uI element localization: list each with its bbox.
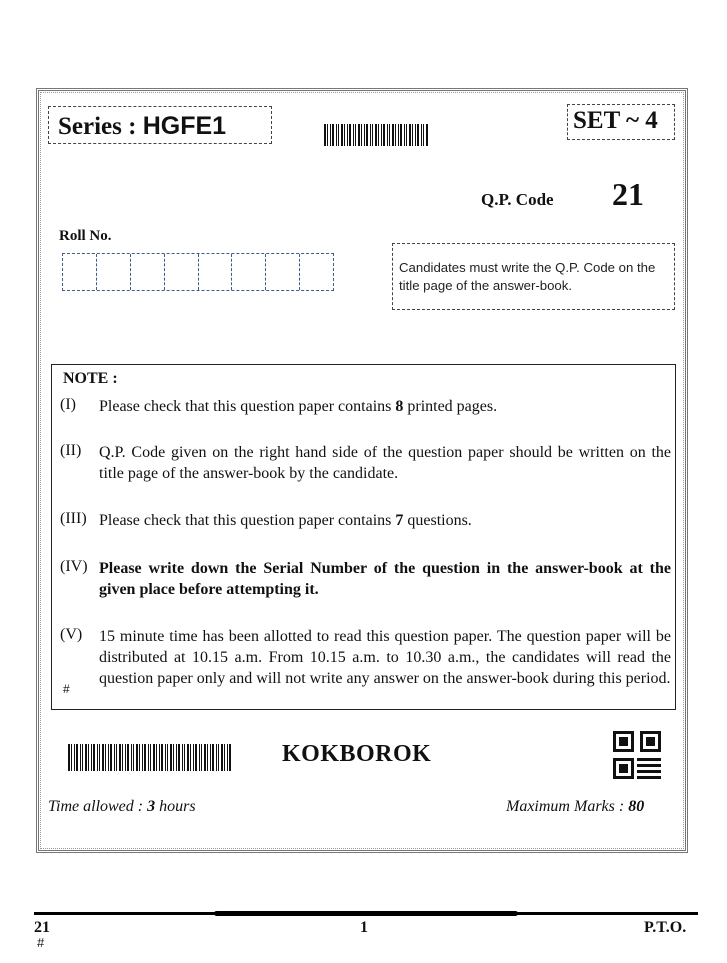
barcode-bar (409, 124, 411, 146)
footer-rule (34, 912, 698, 915)
barcode-bar (74, 744, 75, 771)
qr-module (652, 770, 655, 773)
qr-module (637, 758, 640, 761)
barcode-bar (80, 744, 81, 771)
set-label: SET ~ 4 (573, 107, 658, 134)
qr-module (646, 770, 649, 773)
note-item-number: (I) (60, 396, 76, 413)
qr-module (640, 764, 643, 767)
top-barcode (324, 124, 430, 146)
barcode-bar (381, 124, 382, 146)
qr-module (646, 758, 649, 761)
barcode-bar (324, 124, 326, 146)
barcode-bar (370, 124, 371, 146)
roll-number-cell[interactable] (63, 254, 97, 290)
barcode-bar (161, 744, 163, 771)
barcode-bar (182, 744, 183, 771)
qr-module (655, 758, 658, 761)
note-item-text (99, 510, 671, 531)
barcode-bar (364, 124, 365, 146)
barcode-bar (119, 744, 121, 771)
roll-number-cell[interactable] (131, 254, 165, 290)
barcode-bar (229, 744, 231, 771)
roll-number-cell[interactable] (199, 254, 233, 290)
barcode-bar (395, 124, 396, 146)
barcode-bar (148, 744, 149, 771)
note-text-bold: Please write down the Serial Number of the question in the answer-book at the given place before attempting it. (99, 560, 671, 598)
barcode-bar (167, 744, 168, 771)
marks-label: Maximum Marks : (506, 798, 629, 815)
barcode-bar (212, 744, 214, 771)
barcode-bar (127, 744, 129, 771)
series-label-text: Series : (58, 113, 137, 140)
roll-number-cell[interactable] (232, 254, 266, 290)
barcode-bar (184, 744, 185, 771)
barcode-bar (150, 744, 151, 771)
note-item-text (99, 442, 671, 484)
qr-module (640, 770, 643, 773)
barcode-bar (97, 744, 98, 771)
note-item-number: (III) (60, 510, 87, 527)
barcode-bar (404, 124, 405, 146)
time-allowed (48, 798, 196, 816)
barcode-bar (116, 744, 117, 771)
qr-code-icon (613, 731, 661, 779)
barcode-bar (378, 124, 379, 146)
footer-qp-code: 21 (34, 919, 50, 936)
barcode-bar (201, 744, 202, 771)
barcode-bar (421, 124, 422, 146)
roll-number-label: Roll No. (59, 228, 112, 244)
barcode-bar (204, 744, 206, 771)
barcode-bar (190, 744, 191, 771)
barcode-bar (93, 744, 95, 771)
barcode-bar (144, 744, 146, 771)
note-item-number: (V) (60, 626, 83, 643)
qr-module (637, 776, 640, 779)
candidate-instruction-box (392, 243, 675, 310)
barcode-bar (136, 744, 138, 771)
qr-module (655, 764, 658, 767)
qr-finder (619, 764, 628, 773)
barcode-bar (176, 744, 177, 771)
qr-module (640, 758, 643, 761)
barcode-bar (71, 744, 72, 771)
barcode-bar (353, 124, 354, 146)
barcode-bar (221, 744, 223, 771)
barcode-bar (76, 744, 78, 771)
qr-module (649, 770, 652, 773)
barcode-bar (417, 124, 419, 146)
note-item-number: (II) (60, 442, 82, 459)
barcode-bar (426, 124, 428, 146)
barcode-bar (131, 744, 132, 771)
barcode-bar (392, 124, 394, 146)
roll-number-cell[interactable] (266, 254, 300, 290)
qr-finder (646, 737, 655, 746)
barcode-bar (68, 744, 70, 771)
barcode-bar (406, 124, 407, 146)
note-text-part: questions. (403, 512, 472, 529)
note-text-part: Please check that this question paper contains (99, 398, 396, 415)
barcode-bar (216, 744, 217, 771)
barcode-bar (125, 744, 126, 771)
barcode-bar (400, 124, 402, 146)
barcode-bar (327, 124, 328, 146)
qr-module (658, 758, 661, 761)
barcode-bar (224, 744, 225, 771)
series-code: HGFE1 (142, 112, 227, 140)
note-hash-mark: # (63, 682, 70, 696)
barcode-bar (91, 744, 92, 771)
barcode-bar (99, 744, 100, 771)
qr-module (658, 770, 661, 773)
qr-module (646, 764, 649, 767)
barcode-bar (358, 124, 360, 146)
candidate-instruction-text: Candidates must write the Q.P. Code on the title page of the answer-book. (399, 260, 656, 293)
note-title: NOTE : (63, 370, 118, 387)
qr-module (655, 776, 658, 779)
note-item-number: (IV) (60, 558, 88, 575)
time-unit: hours (155, 798, 196, 815)
roll-number-cell[interactable] (97, 254, 131, 290)
barcode-bar (349, 124, 351, 146)
roll-number-cell[interactable] (300, 254, 333, 290)
note-text-bold: 7 (395, 512, 404, 529)
barcode-bar (372, 124, 373, 146)
page-number: 1 (360, 919, 368, 936)
barcode-bar (139, 744, 140, 771)
qr-module (643, 770, 646, 773)
barcode-bar (412, 124, 413, 146)
barcode-bar (199, 744, 200, 771)
barcode-bar (178, 744, 180, 771)
barcode-bar (159, 744, 160, 771)
qr-module (637, 764, 640, 767)
barcode-bar (105, 744, 106, 771)
barcode-bar (173, 744, 174, 771)
footer-hash: # (37, 935, 45, 950)
qp-code-label: Q.P. Code (481, 190, 554, 209)
barcode-bar (423, 124, 424, 146)
barcode-bar (195, 744, 197, 771)
barcode-bar (110, 744, 112, 771)
barcode-bar (347, 124, 348, 146)
barcode-bar (341, 124, 343, 146)
note-text-bold: 8 (395, 398, 404, 415)
qr-module (652, 758, 655, 761)
barcode-bar (122, 744, 123, 771)
note-item-text (99, 558, 671, 600)
barcode-bar (82, 744, 83, 771)
barcode-bar (375, 124, 377, 146)
bottom-barcode (68, 744, 234, 771)
qp-code-value: 21 (612, 176, 644, 212)
barcode-bar (227, 744, 228, 771)
barcode-bar (415, 124, 416, 146)
barcode-bar (344, 124, 345, 146)
barcode-bar (85, 744, 87, 771)
qr-module (643, 758, 646, 761)
barcode-bar (361, 124, 362, 146)
note-text-part: Please check that this question paper contains (99, 512, 396, 529)
barcode-bar (207, 744, 208, 771)
barcode-bar (387, 124, 388, 146)
note-item-text (99, 626, 671, 689)
qr-module (643, 776, 646, 779)
qr-module (655, 770, 658, 773)
barcode-bar (142, 744, 143, 771)
barcode-bar (210, 744, 211, 771)
note-text-part: printed pages. (403, 398, 498, 415)
qr-module (652, 776, 655, 779)
barcode-bar (338, 124, 339, 146)
series-label (58, 112, 226, 141)
roll-number-cell[interactable] (165, 254, 199, 290)
barcode-bar (332, 124, 334, 146)
note-text-part: Q.P. Code given on the right hand side of the question paper should be written on the title page of the answer-book by the candidate. (99, 444, 671, 482)
qr-module (649, 758, 652, 761)
barcode-bar (170, 744, 172, 771)
barcode-bar (114, 744, 115, 771)
note-text-part: 15 minute time has been allotted to read this question paper. The question paper will be distributed at 10.15 a.m. From 10.15 a.m. to 10.30 a.m., the candidates will read the question paper only and will not write any answer on the answer-book during this period. (99, 628, 671, 687)
marks-value: 80 (628, 798, 645, 815)
qr-module (658, 776, 661, 779)
barcode-bar (193, 744, 194, 771)
barcode-bar (187, 744, 189, 771)
qr-finder (619, 737, 628, 746)
barcode-bar (355, 124, 356, 146)
qr-module (643, 764, 646, 767)
barcode-bar (156, 744, 157, 771)
barcode-bar (330, 124, 331, 146)
barcode-bar (398, 124, 399, 146)
barcode-bar (366, 124, 368, 146)
time-label: Time allowed : (48, 798, 148, 815)
maximum-marks (506, 798, 644, 816)
barcode-bar (153, 744, 155, 771)
barcode-bar (88, 744, 89, 771)
barcode-bar (102, 744, 104, 771)
qr-module (637, 770, 640, 773)
qr-module (649, 764, 652, 767)
qr-module (646, 776, 649, 779)
barcode-bar (383, 124, 385, 146)
note-item-text (99, 396, 671, 417)
pto-label: P.T.O. (644, 919, 687, 936)
barcode-bar (389, 124, 390, 146)
barcode-bar (108, 744, 109, 771)
time-value: 3 (147, 798, 156, 815)
subject-title: KOKBOROK (282, 741, 432, 767)
qr-module (649, 776, 652, 779)
barcode-bar (218, 744, 219, 771)
qr-module (658, 764, 661, 767)
barcode-bar (165, 744, 166, 771)
barcode-bar (133, 744, 134, 771)
barcode-bar (336, 124, 337, 146)
roll-number-grid[interactable] (62, 253, 334, 291)
qr-module (652, 764, 655, 767)
qr-module (640, 776, 643, 779)
